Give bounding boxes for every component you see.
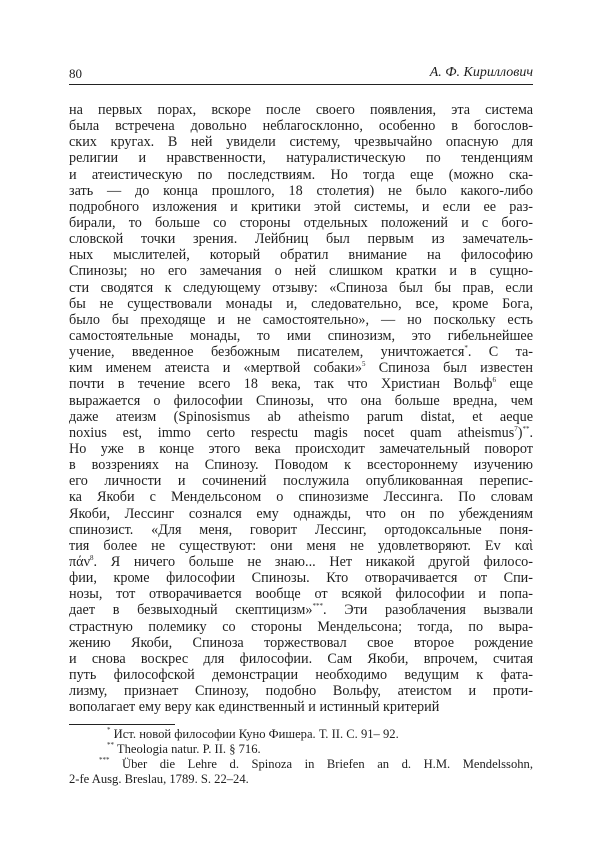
footnote-ref[interactable]: *: [464, 344, 468, 353]
footnote-text: Theologia natur. P. II. § 716.: [116, 742, 261, 756]
text-line: [69, 554, 533, 570]
footnote-ref[interactable]: **: [522, 424, 530, 433]
text-run: . Эти разоблачения вызвали: [322, 602, 533, 619]
text-line: ных мыслителей, который обратил внимание на философию: [69, 247, 533, 264]
text-line: вополагает ему веру как единственный и истинный критерий: [69, 699, 440, 716]
text-line: [69, 602, 533, 618]
footnote-divider: [69, 724, 175, 725]
text-line: фии, кроме философии Спинозы. Кто отворачивается от Спи-: [69, 570, 533, 587]
footnote-3-continued: 2-fe Ausg. Breslau, 1789. S. 22–24.: [69, 772, 249, 786]
endnote-ref[interactable]: 7: [514, 424, 518, 433]
text-line: и снова воскрес для философии. Сам Якоби, впрочем, считая: [69, 650, 533, 667]
text-line: Якоби, Лессинг сознался ему однажды, что он по убеждениям: [69, 505, 533, 522]
text-line: нозы, тот отворачивается вообще от всякой философии и попа-: [69, 586, 533, 603]
text-run: еще: [496, 376, 533, 393]
page-header: [69, 64, 533, 85]
text-line: бы не существовали монады и, следовательно, все, кроме Бога,: [69, 295, 533, 312]
text-line: зать — до конца прошлого, 18 столетия) не было какого-либо: [69, 182, 533, 199]
endnote-ref[interactable]: 8: [90, 553, 94, 562]
text-line: лизму, признает Спинозу, подобно Вольфу, атеистом и проти-: [69, 683, 533, 700]
text-line: ских кругах. В ней увидели систему, чрезвычайно опасную для: [69, 134, 533, 151]
text-run: Спиноза был известен: [365, 360, 533, 377]
footnote-ref[interactable]: ***: [312, 602, 323, 611]
text-line: религии и нравственности, натуралистическую по тенденциям: [69, 150, 533, 167]
footnote-2: [69, 742, 533, 757]
body-text: [69, 102, 533, 715]
text-line: подробного изложения и критики этой системы, и если ее раз-: [69, 198, 533, 215]
running-head-author: А. Ф. Кириллович: [429, 65, 533, 80]
footnotes: [69, 727, 533, 787]
footnote-mark: ***: [99, 756, 110, 764]
text-line: и атеистическую по последствиям. Но тогда еще (можно ска-: [69, 166, 533, 183]
text-run: πάν: [69, 553, 91, 570]
footnote-mark: **: [107, 741, 114, 749]
text-line: тия более не существуют: они меня не удовлетворяют. Ev καὶ: [69, 537, 533, 554]
text-line: Но уже в конце этого века происходит замечательный поворот: [69, 440, 533, 457]
text-line: было бы преходяще и не самостоятельно», — но поскольку есть: [69, 311, 533, 328]
text-line: [69, 360, 533, 376]
text-line: спинозист. «Для меня, говорит Лессинг, ортодоксальные поня-: [69, 521, 533, 538]
text-run: . Я ничего больше не знаю... Нет никакой другой филосо-: [93, 553, 533, 570]
text-run: дает в безвыходный скептицизм»: [69, 602, 313, 619]
text-line: [69, 376, 533, 392]
text-line: даже атеизм (Spinosismus ab atheismo parum distat, et aeque: [69, 408, 533, 425]
page-number: 80: [69, 66, 82, 81]
text-line: страстную полемику со стороны Мендельсона; тогда, по выра-: [69, 618, 533, 635]
text-line: на первых порах, вскоре после своего появления, эта система: [69, 102, 533, 118]
endnote-ref[interactable]: 6: [492, 376, 497, 385]
text-run: .: [529, 424, 533, 441]
text-line: самостоятельные монады, то ими спинозизм, это гибельнейшее: [69, 327, 533, 344]
text-line: ка Якоби с Мендельсоном о спинозизме Лессинга. По словам: [69, 489, 533, 506]
text-line: его личности и сочинений послужила опубликованная перепис-: [69, 473, 533, 490]
text-line: [69, 344, 533, 360]
footnote-3: [69, 757, 533, 772]
footnote-text: Ист. новой философии Куно Фишера. Т. II. С. 91– 92.: [113, 727, 399, 741]
footnote-text: Über die Lehre d. Spinoza in Briefen an d. H.M. Mendelssohn,: [122, 757, 533, 771]
text-line: жению Якоби, Спиноза торжествовал свое второе рождение: [69, 634, 533, 651]
endnote-ref[interactable]: 5: [362, 360, 366, 369]
footnote-1: [69, 727, 533, 742]
footnote-mark: *: [107, 726, 111, 734]
text-run: noxius est, immo certo respectu magis nocet quam atheismus: [69, 424, 515, 441]
text-line: [69, 425, 533, 441]
text-line: выражается о философии Спинозы, что она больше вредна, чем: [69, 392, 533, 409]
text-line: путь философской демонстрации необходимо ведущим к фата-: [69, 666, 533, 683]
text-line: в воззрениях на Спинозу. Поводом к всестороннему изучению: [69, 457, 533, 474]
text-run: ким именем атеиста и «мертвой собаки»: [69, 360, 362, 377]
text-line: сти сводятся к следующему отзыву: «Спиноза был бы прав, если: [69, 279, 533, 296]
text-run: почти в течение всего 18 века, так что Христиан Вольф: [69, 376, 493, 393]
text-line: была встречена довольно неблагосклонно, особенно в богослов-: [69, 118, 533, 135]
text-run: учение, введенное безбожным писателем, уничтожается: [69, 344, 465, 361]
text-line: бирали, то больше со стороны отдельных положений и с бого-: [69, 214, 533, 231]
text-run: . С та-: [467, 344, 533, 361]
text-line: словской точки зрения. Лейбниц был первым из замечатель-: [69, 231, 533, 248]
text-run: ): [517, 424, 523, 441]
text-line: Спинозы; но его замечания о ней слишком кратки и в сущно-: [69, 263, 533, 280]
